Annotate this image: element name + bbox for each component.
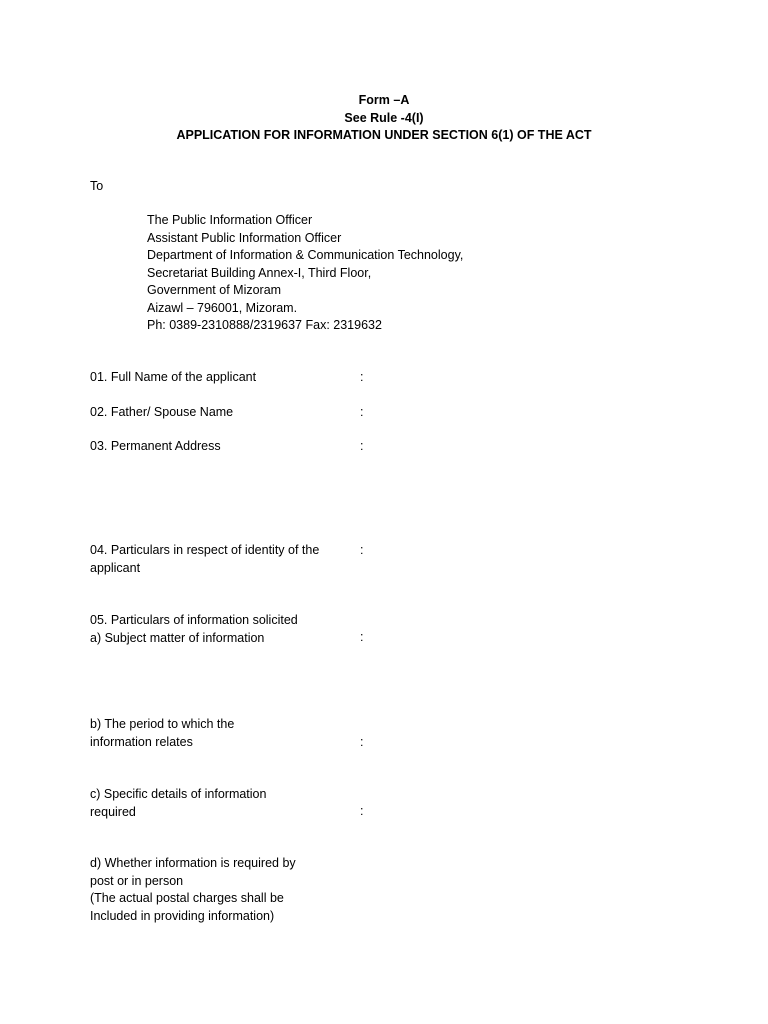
- field-period-colon: :: [360, 735, 364, 749]
- field-delivery-mode-line-2: post or in person: [90, 873, 184, 888]
- field-permanent-address-text: 03. Permanent Address: [90, 439, 221, 453]
- field-identity-line-1: 04. Particulars in respect of identity of the: [90, 543, 320, 557]
- recipient-address: [147, 212, 463, 335]
- address-line-department: Department of Information & Communication Technology,: [147, 248, 464, 262]
- field-delivery-mode-line-3: (The actual postal charges shall be: [90, 891, 284, 905]
- field-period-line-2: information relates: [90, 734, 193, 749]
- field-identity-colon: :: [360, 543, 364, 557]
- address-line-building: Secretariat Building Annex-I, Third Floor,: [147, 265, 372, 280]
- field-father-spouse-label: [90, 404, 340, 422]
- field-identity-label: [90, 542, 340, 577]
- form-name: Form –A: [358, 93, 410, 107]
- rule-reference: See Rule -4(I): [344, 110, 424, 125]
- field-father-spouse-colon: :: [360, 405, 364, 419]
- field-full-name-text: 01. Full Name of the applicant: [90, 370, 257, 384]
- field-specific-details-line-1: c) Specific details of information: [90, 787, 267, 801]
- address-line-city: Aizawl – 796001, Mizoram.: [147, 300, 298, 315]
- field-delivery-mode-label: [90, 855, 340, 925]
- field-delivery-mode-line-1: d) Whether information is required by: [90, 856, 296, 870]
- field-father-spouse-text: 02. Father/ Spouse Name: [90, 405, 234, 419]
- field-subject-matter-label: [90, 612, 340, 647]
- field-period-line-1: b) The period to which the: [90, 717, 235, 731]
- address-line-phone: Ph: 0389-2310888/2319637 Fax: 2319632: [147, 318, 382, 332]
- address-line-officer: The Public Information Officer: [147, 213, 313, 227]
- field-specific-details-line-2: required: [90, 804, 136, 819]
- address-line-government: Government of Mizoram: [147, 283, 282, 297]
- field-delivery-mode-line-4: Included in providing information): [90, 908, 275, 923]
- form-title: APPLICATION FOR INFORMATION UNDER SECTION 6(1) OF THE ACT: [176, 128, 592, 142]
- field-subject-matter-colon: :: [360, 630, 364, 644]
- field-specific-details-label: [90, 786, 340, 821]
- field-particulars-heading: 05. Particulars of information solicited: [90, 613, 298, 627]
- to-label: To: [90, 179, 104, 193]
- address-line-assistant: Assistant Public Information Officer: [147, 230, 342, 245]
- field-permanent-address-label: [90, 438, 340, 456]
- field-full-name-colon: :: [360, 370, 364, 384]
- field-specific-details-colon: :: [360, 804, 364, 818]
- field-full-name-label: [90, 369, 340, 387]
- field-subject-matter-text: a) Subject matter of information: [90, 630, 265, 645]
- field-permanent-address-colon: :: [360, 439, 364, 453]
- field-identity-line-2: applicant: [90, 560, 141, 575]
- form-header: [0, 92, 768, 145]
- field-period-label: [90, 716, 340, 751]
